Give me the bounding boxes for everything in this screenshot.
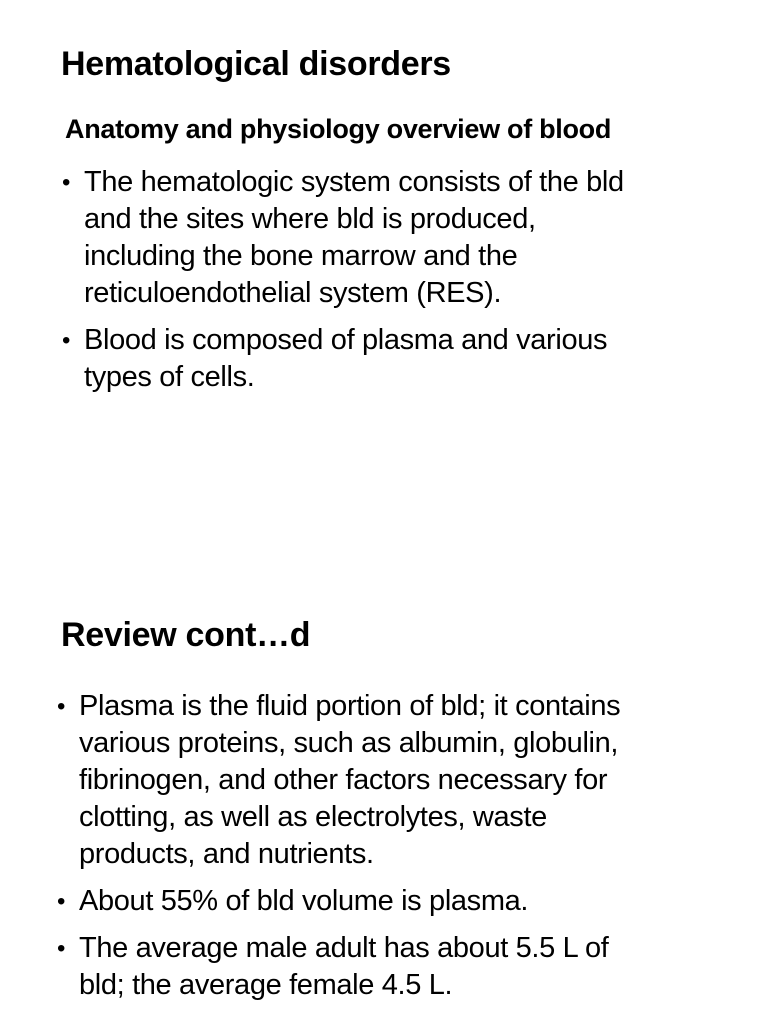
slide-1-bullet-list <box>62 164 712 406</box>
slide-2 <box>0 512 768 1024</box>
slide-2-bullet-list <box>57 688 737 1014</box>
bullet-text-line: The average male adult has about 5.5 L of <box>79 932 609 964</box>
slide-2-title: Review cont…d <box>61 616 311 654</box>
bullet-item <box>57 930 737 1004</box>
bullet-text-line: including the bone marrow and the <box>84 240 518 272</box>
bullet-item <box>57 688 737 873</box>
bullet-icon: • <box>57 693 66 720</box>
bullet-text-line: Plasma is the fluid portion of bld; it contains <box>79 690 621 722</box>
bullet-text-line: The hematologic system consists of the bld <box>84 166 624 198</box>
bullet-text-line: various proteins, such as albumin, globulin, <box>79 727 619 759</box>
bullet-item <box>62 322 712 396</box>
bullet-text-line: fibrinogen, and other factors necessary for <box>79 764 608 796</box>
bullet-icon: • <box>62 327 71 354</box>
bullet-text-line: reticuloendothelial system (RES). <box>84 277 502 309</box>
slide-1-subtitle: Anatomy and physiology overview of blood <box>65 114 612 144</box>
bullet-item <box>62 164 712 312</box>
bullet-text-line: bld; the average female 4.5 L. <box>79 969 453 1001</box>
bullet-text-line: Blood is composed of plasma and various <box>84 324 608 356</box>
bullet-icon: • <box>62 169 71 196</box>
bullet-text-line: types of cells. <box>84 361 255 393</box>
bullet-icon: • <box>57 935 66 962</box>
bullet-text-line: and the sites where bld is produced, <box>84 203 536 235</box>
bullet-item <box>57 883 737 920</box>
slide-1-title: Hematological disorders <box>61 45 451 83</box>
bullet-text-line: About 55% of bld volume is plasma. <box>79 885 529 917</box>
bullet-text-line: products, and nutrients. <box>79 838 374 870</box>
bullet-icon: • <box>57 888 66 915</box>
bullet-text-line: clotting, as well as electrolytes, waste <box>79 801 547 833</box>
